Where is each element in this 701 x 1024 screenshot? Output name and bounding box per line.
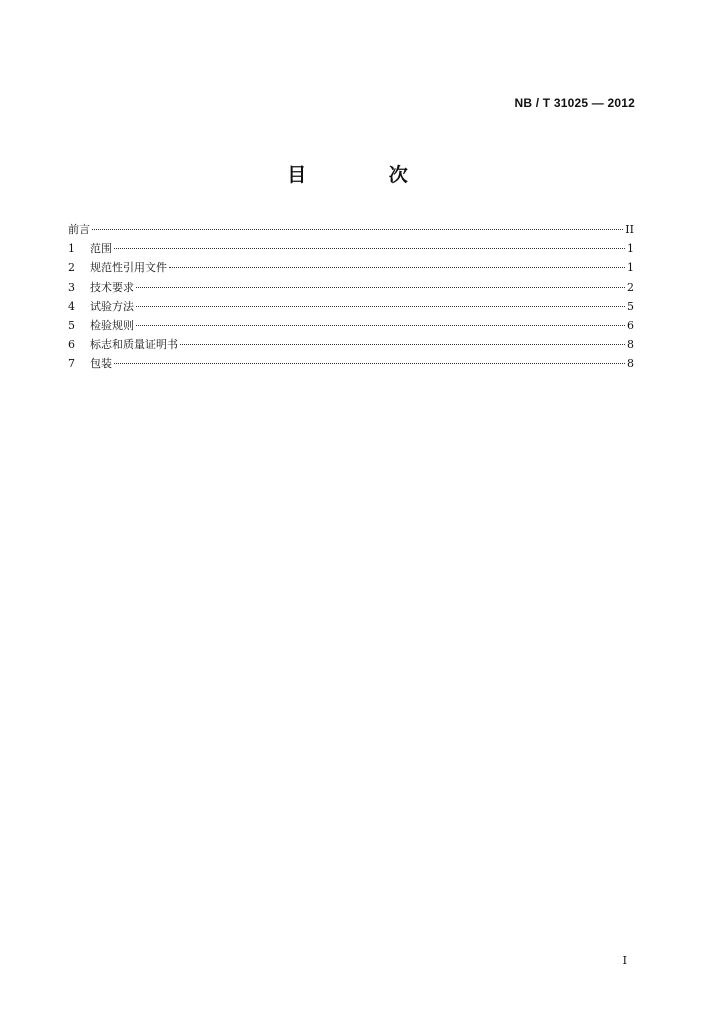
toc-entry-scope[interactable] [68,239,634,258]
toc-entry-test-methods[interactable] [68,297,634,316]
toc-entry-page: 1 [627,242,634,256]
toc-entry-number: 4 [68,299,75,313]
toc-dot-leader [169,267,625,268]
toc-dot-leader [136,306,625,307]
standard-code: NB / T 31025 — 2012 [514,96,635,110]
toc-entry-label: 检验规则 [90,318,134,332]
toc-entry-label: 前言 [68,223,90,236]
toc-dot-leader [92,229,623,230]
toc-entry-label: 技术要求 [90,280,134,294]
toc-entry-number: 6 [68,338,75,352]
toc-entry-technical-requirements[interactable] [68,278,634,297]
toc-dot-leader [136,287,625,288]
toc-title: 目 次 [287,164,446,186]
toc-entry-label: 规范性引用文件 [90,261,167,275]
toc-entry-inspection-rules[interactable] [68,316,634,335]
toc-entry-number: 2 [68,261,75,275]
toc-entry-number: 7 [68,357,75,371]
toc-entry-label: 包装 [90,357,112,371]
toc-entry-number: 5 [68,318,75,332]
toc-entry-label: 试验方法 [90,299,134,313]
table-of-contents [68,220,634,374]
toc-entry-label: 范围 [90,242,112,256]
toc-entry-number: 1 [68,242,75,256]
toc-dot-leader [180,344,625,345]
toc-entry-packaging[interactable] [68,354,634,373]
toc-entry-label: 标志和质量证明书 [90,338,178,352]
toc-entry-number: 3 [68,280,75,294]
toc-entry-page: 2 [627,280,634,294]
toc-entry-page: 8 [627,357,634,371]
toc-entry-foreword[interactable] [68,220,634,239]
toc-dot-leader [136,325,625,326]
toc-entry-normative-references[interactable] [68,258,634,277]
toc-dot-leader [114,363,625,364]
toc-entry-page: 1 [627,261,634,275]
toc-entry-page: 5 [627,299,634,313]
toc-entry-marking-and-certificate[interactable] [68,335,634,354]
toc-dot-leader [114,248,625,249]
toc-entry-page: 6 [627,318,634,332]
toc-entry-page: II [625,223,634,236]
page-number: I [622,954,627,967]
toc-entry-page: 8 [627,338,634,352]
